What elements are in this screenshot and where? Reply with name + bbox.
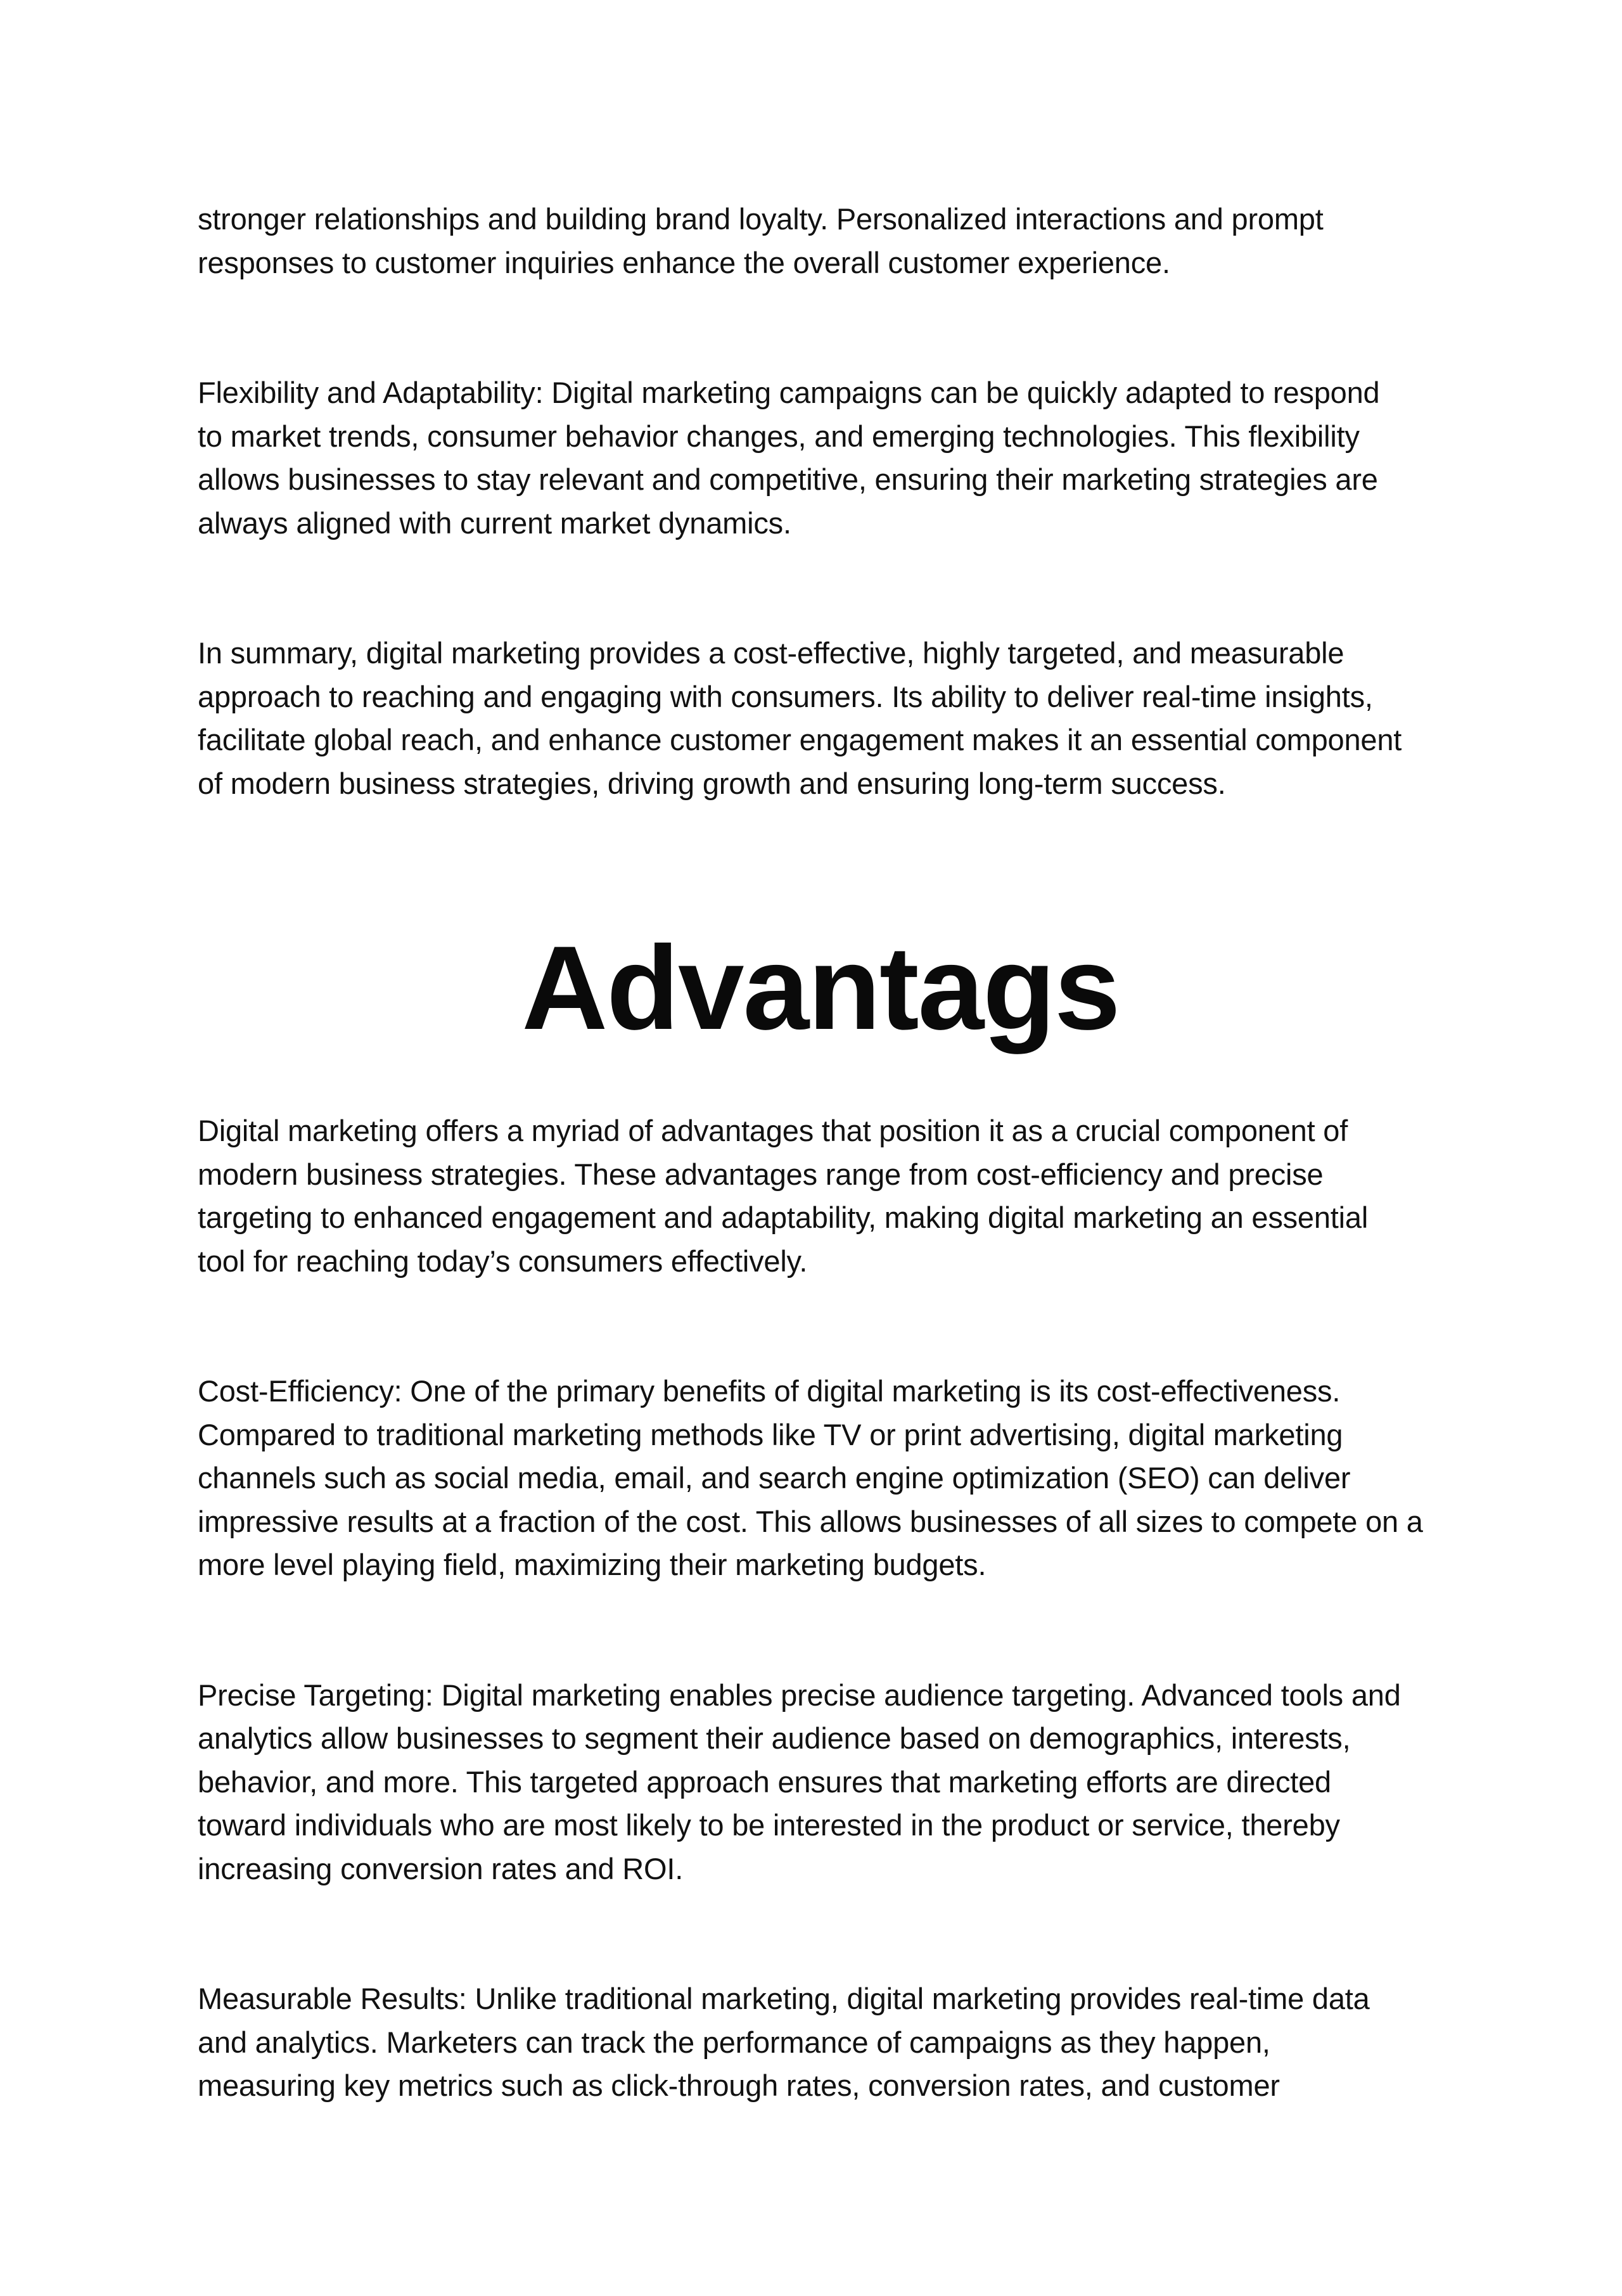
text-line: behavior, and more. This targeted approach ensures that marketing efforts are directed <box>198 1764 1331 1799</box>
text-line: channels such as social media, email, and search engine optimization (SEO) can deliver <box>198 1461 1351 1495</box>
text-line: In summary, digital marketing provides a cost-effective, highly targeted, and measurable <box>198 636 1344 670</box>
paragraph-measurable-results <box>198 1977 1443 2108</box>
text-line: responses to customer inquiries enhance the overall customer experience. <box>198 245 1170 279</box>
text-line: modern business strategies. These advantages range from cost-efficiency and precise <box>198 1157 1324 1191</box>
text-line: increasing conversion rates and ROI. <box>198 1851 684 1885</box>
text-line: tool for reaching today’s consumers effectively. <box>198 1244 808 1278</box>
paragraph-flexibility <box>198 371 1443 545</box>
text-line: toward individuals who are most likely to be interested in the product or service, thereby <box>198 1808 1340 1842</box>
page-body <box>198 198 1443 2108</box>
paragraph-summary <box>198 632 1443 805</box>
paragraph-cost-efficiency <box>198 1370 1443 1587</box>
text-line: impressive results at a fraction of the cost. This allows businesses of all sizes to compete on a <box>198 1504 1423 1538</box>
text-line: stronger relationships and building brand loyalty. Personalized interactions and prompt <box>198 202 1324 236</box>
text-line: Compared to traditional marketing methods like TV or print advertising, digital marketing <box>198 1417 1343 1451</box>
text-line: Flexibility and Adaptability: Digital marketing campaigns can be quickly adapted to respond <box>198 376 1380 409</box>
text-line: allows businesses to stay relevant and competitive, ensuring their marketing strategies are <box>198 462 1378 496</box>
text-line: facilitate global reach, and enhance customer engagement makes it an essential component <box>198 723 1402 756</box>
heading-section <box>198 918 1443 1057</box>
text-line: more level playing field, maximizing their marketing budgets. <box>198 1548 987 1581</box>
paragraph-customer-engagement <box>198 198 1443 284</box>
text-line: Cost-Efficiency: One of the primary benefits of digital marketing is its cost-effectiveness. <box>198 1374 1341 1408</box>
text-line: Measurable Results: Unlike traditional marketing, digital marketing provides real-time data <box>198 1982 1370 2015</box>
paragraph-precise-targeting <box>198 1674 1443 1891</box>
text-line: approach to reaching and engaging with consumers. Its ability to deliver real-time insights, <box>198 679 1373 713</box>
text-line: and analytics. Marketers can track the performance of campaigns as they happen, <box>198 2025 1270 2059</box>
section-heading: Advantags <box>521 921 1120 1054</box>
text-line: analytics allow businesses to segment their audience based on demographics, interests, <box>198 1721 1351 1755</box>
text-line: targeting to enhanced engagement and adaptability, making digital marketing an essential <box>198 1201 1369 1234</box>
text-line: Precise Targeting: Digital marketing enables precise audience targeting. Advanced tools and <box>198 1678 1401 1712</box>
paragraph-advantages-intro <box>198 1109 1443 1283</box>
text-line: always aligned with current market dynamics. <box>198 506 791 540</box>
text-line: Digital marketing offers a myriad of advantages that position it as a crucial component of <box>198 1114 1348 1147</box>
text-line: to market trends, consumer behavior changes, and emerging technologies. This flexibility <box>198 419 1360 453</box>
text-line: of modern business strategies, driving growth and ensuring long-term success. <box>198 766 1226 800</box>
text-line: measuring key metrics such as click-through rates, conversion rates, and customer <box>198 2069 1280 2102</box>
